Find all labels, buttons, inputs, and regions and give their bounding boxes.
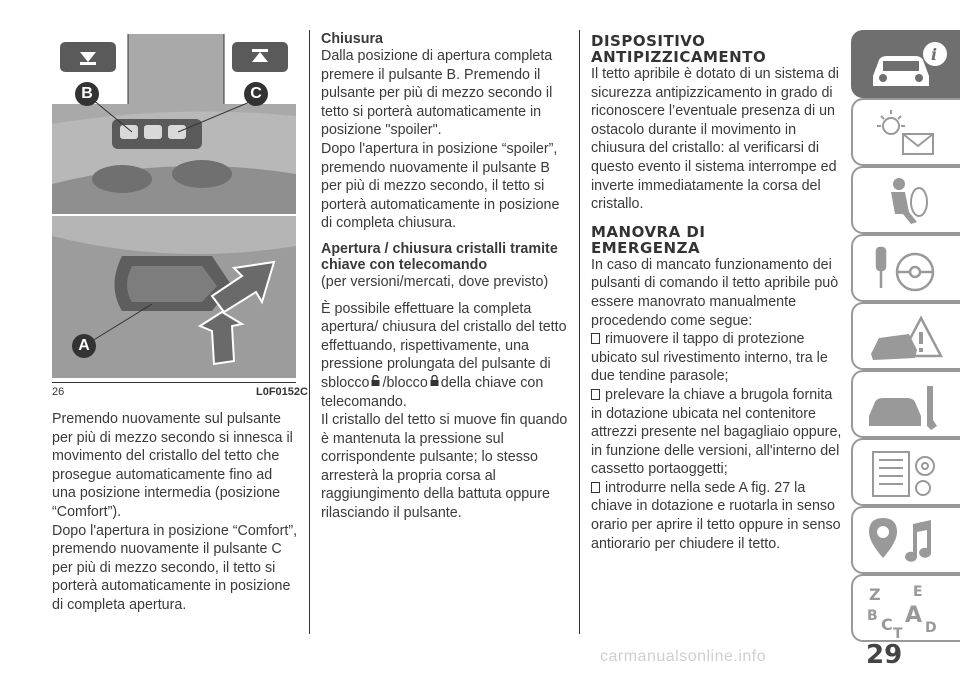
bullet-square-icon — [591, 333, 600, 344]
car-info-icon — [861, 36, 951, 96]
paragraph: In caso di mancato funzionamento dei pulsanti di comando il tetto apribile può essere manovrato manualmente procedendo come segue: — [591, 256, 839, 329]
unlock-icon — [370, 375, 381, 386]
tab-index[interactable] — [851, 574, 960, 642]
callout-c: C — [244, 82, 268, 106]
tab-car-maintenance[interactable] — [851, 370, 960, 438]
spec-sheet-gears-icon — [861, 444, 951, 504]
tab-car-info[interactable] — [851, 30, 960, 98]
bullet-square-icon — [591, 389, 600, 400]
note: (per versioni/mercati, dove previsto) — [321, 273, 549, 290]
tab-key-steering[interactable] — [851, 234, 960, 302]
paragraph: Dopo l'apertura in posizione “spoiler”, premendo nuovamente il pulsante B per più di mezzo secondo, il tetto si porterà automaticamente in posizione di completa chiusura. — [321, 140, 560, 232]
section-heading-remote: Apertura / chiusura cristalli tramite chiave con telecomando — [321, 240, 558, 273]
column-2 — [321, 31, 571, 523]
paragraph: Dopo l'apertura in posizione “Comfort”, premendo nuovamente il pulsante C per più di mezzo secondo, il tetto si porterà automaticamente in posizione di completa apertura. — [52, 522, 298, 613]
paragraph: Il cristallo del tetto si muove fin quando è mantenuta la pressione sul corrispondente pulsante; lo stesso arresterà la propria corsa al raggiungimento della battuta oppure rilasciando il pulsante. — [321, 412, 568, 522]
heading-antipizzicamento: DISPOSITIVO ANTIPIZZICAMENTO — [591, 32, 767, 66]
callout-a: A — [72, 334, 96, 358]
svg-text:Z: Z — [869, 585, 881, 604]
multimedia-icon — [861, 512, 951, 572]
tab-multimedia[interactable] — [851, 506, 960, 574]
lock-icon — [429, 375, 440, 386]
alphabetical-index-icon — [861, 580, 951, 640]
tab-warning-crash[interactable] — [851, 302, 960, 370]
dashboard-lights-icon — [861, 104, 951, 164]
paragraph-remote: È possibile effettuare la completa apertura/ chiusura del cristallo del tetto effettuando, rispettivamente, una pressione prolungata del pulsante di sblocco /blocco della chiave con telecomando. — [321, 300, 567, 410]
column-divider — [309, 30, 310, 634]
list-item: introdurre nella sede A fig. 27 la chiave in dotazione e ruotarla in senso orario per aprire il tetto oppure in senso antiorario per chiudere il tetto. — [591, 479, 841, 552]
bullet-square-icon — [591, 482, 600, 493]
svg-text:T: T — [893, 626, 903, 640]
car-wrench-icon — [861, 376, 951, 436]
page-number: 29 — [866, 640, 903, 670]
tab-dashboard-lights[interactable] — [851, 98, 960, 166]
list-item: rimuovere il tappo di protezione ubicato sul rivestimento interno, tra le due tendine parasole; — [591, 331, 828, 385]
airbag-seat-icon — [861, 172, 951, 232]
svg-text:B: B — [867, 608, 878, 624]
heading-emergenza: MANOVRA DI EMERGENZA — [591, 222, 706, 257]
tab-airbag-seat[interactable] — [851, 166, 960, 234]
column-3 — [591, 33, 843, 553]
tab-specifications[interactable] — [851, 438, 960, 506]
paragraph: Premendo nuovamente sul pulsante per più di mezzo secondo si innesca il movimento del cristallo del tetto che prosegue automaticamente fino ad una posizione intermedia (posizione “Comfort”). — [52, 411, 293, 520]
watermark: carmanualsonline.info — [600, 648, 767, 665]
svg-text:E: E — [913, 584, 923, 600]
key-steering-wheel-icon — [861, 240, 951, 300]
svg-text:i: i — [931, 45, 938, 64]
section-heading-chiusura: Chiusura — [321, 31, 383, 47]
figure-code: L0F0152C — [256, 386, 308, 398]
figure-rule — [52, 382, 296, 383]
column-1 — [52, 410, 298, 615]
svg-text:C: C — [881, 615, 893, 634]
warning-crash-icon — [861, 308, 951, 368]
list-item: prelevare la chiave a brugola fornita in dotazione ubicata nel contenitore attrezzi presente nel bagagliaio oppure, in funzione delle versioni, all'interno del cassetto portaoggetti; — [591, 386, 842, 478]
svg-text:A: A — [905, 603, 923, 628]
figure-number: 26 — [52, 386, 65, 398]
figure-buttons-photo — [52, 34, 296, 214]
callout-b: B — [75, 82, 99, 106]
paragraph: Il tetto apribile è dotato di un sistema di sicurezza antipizzicamento in grado di riconoscere l’eventuale presenza di un ostacolo durante il movimento in chiusura del cristallo: al verificarsi di questo evento il sistema interrompe ed inverte immediatamente la corsa del cristallo. — [591, 66, 839, 213]
paragraph: Dalla posizione di apertura completa premere il pulsante B. Premendo il pulsante per più di mezzo secondo il tetto si porterà automaticamente in posizione "spoiler". — [321, 48, 553, 139]
column-divider — [579, 30, 580, 634]
svg-text:D: D — [925, 620, 937, 636]
